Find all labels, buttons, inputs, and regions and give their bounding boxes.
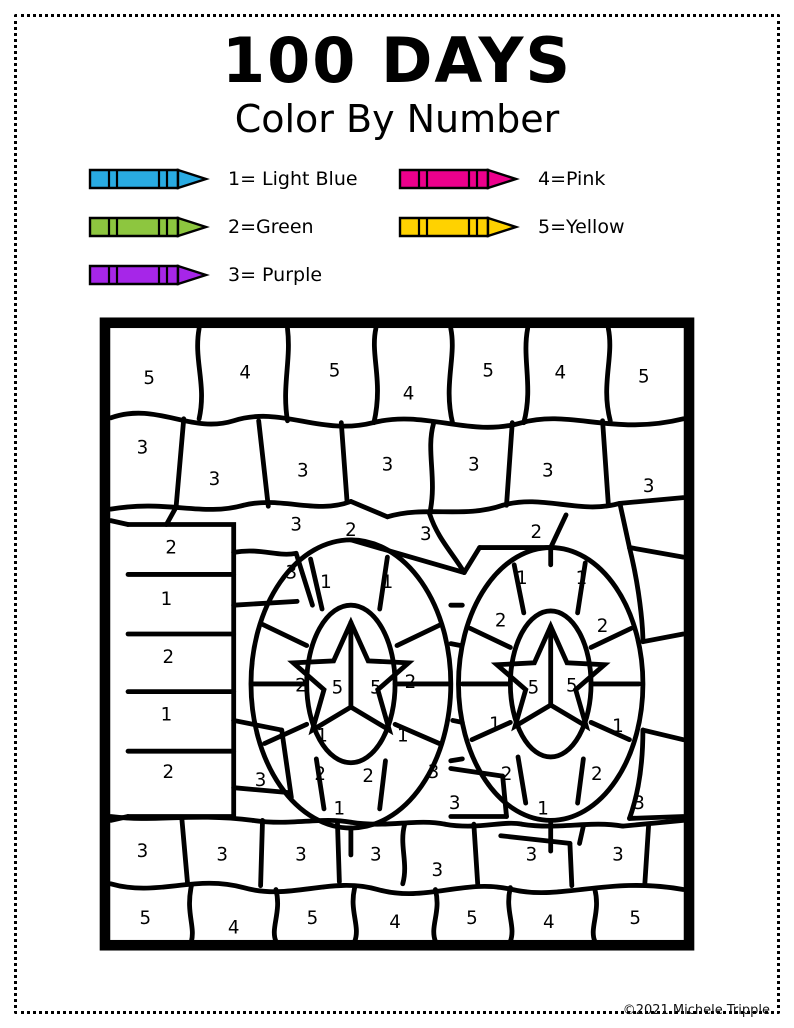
color-key-legend (87, 163, 707, 291)
svg-text:4: 4 (227, 917, 240, 939)
svg-text:3: 3 (297, 460, 309, 482)
svg-text:4: 4 (389, 911, 401, 933)
svg-text:2: 2 (530, 521, 543, 543)
legend-item-1 (87, 163, 397, 195)
svg-text:4: 4 (542, 911, 555, 933)
legend-item-5 (397, 211, 707, 243)
svg-text:5: 5 (638, 366, 650, 388)
svg-text:3: 3 (295, 844, 307, 866)
svg-text:5: 5 (466, 907, 478, 929)
crayon-icon (397, 163, 522, 195)
svg-text:1: 1 (160, 589, 173, 611)
svg-text:2: 2 (494, 610, 507, 632)
svg-text:1: 1 (316, 725, 328, 747)
svg-text:5: 5 (331, 677, 344, 699)
svg-text:2: 2 (596, 615, 609, 637)
svg-text:3: 3 (633, 792, 645, 814)
svg-text:3: 3 (427, 761, 440, 783)
svg-text:2: 2 (295, 675, 307, 697)
svg-text:2: 2 (314, 763, 326, 785)
svg-text:5: 5 (328, 360, 341, 382)
page-title: 100 DAYS (221, 24, 573, 97)
legend-label-4: 4=Pink (538, 167, 606, 190)
puzzle-container (87, 317, 707, 951)
svg-text:5: 5 (143, 368, 155, 390)
color-by-number-puzzle (87, 317, 707, 951)
svg-text:3: 3 (136, 840, 149, 862)
svg-text:3: 3 (612, 844, 624, 866)
svg-text:2: 2 (404, 671, 417, 693)
svg-text:2: 2 (162, 761, 175, 783)
svg-text:1: 1 (160, 704, 173, 726)
svg-text:5: 5 (482, 360, 495, 382)
svg-text:3: 3 (542, 460, 554, 482)
svg-text:4: 4 (239, 362, 252, 384)
svg-text:3: 3 (370, 844, 382, 866)
crayon-icon (87, 163, 212, 195)
svg-text:5: 5 (139, 907, 152, 929)
copyright-notice: ©2021 Michele Tripple (622, 1003, 770, 1018)
svg-text:3: 3 (216, 844, 228, 866)
legend-item-2 (87, 211, 397, 243)
svg-text:1: 1 (381, 571, 394, 593)
svg-text:3: 3 (448, 792, 461, 814)
svg-text:3: 3 (420, 523, 432, 545)
legend-label-3: 3= Purple (228, 263, 323, 286)
svg-text:3: 3 (290, 514, 302, 536)
legend-item-3 (87, 259, 397, 291)
svg-text:5: 5 (629, 907, 642, 929)
svg-text:2: 2 (162, 646, 175, 668)
crayon-icon (87, 259, 212, 291)
svg-text:4: 4 (402, 383, 415, 405)
svg-text:3: 3 (254, 769, 267, 791)
svg-text:3: 3 (136, 437, 149, 459)
svg-text:3: 3 (642, 475, 655, 497)
svg-text:1: 1 (333, 798, 346, 820)
svg-text:2: 2 (362, 765, 374, 787)
crayon-icon (397, 211, 522, 243)
svg-text:1: 1 (489, 713, 501, 735)
crayon-icon (87, 211, 212, 243)
svg-text:1: 1 (516, 567, 528, 589)
svg-text:1: 1 (320, 571, 332, 593)
page-subtitle: Color By Number (234, 97, 560, 142)
legend-item-4 (397, 163, 707, 195)
svg-text:1: 1 (612, 715, 624, 737)
svg-text:3: 3 (525, 844, 538, 866)
svg-text:2: 2 (500, 763, 513, 785)
legend-label-1: 1= Light Blue (228, 167, 358, 190)
svg-text:3: 3 (431, 859, 444, 881)
svg-text:3: 3 (381, 454, 394, 476)
legend-label-2: 2=Green (228, 215, 314, 238)
svg-text:2: 2 (345, 519, 357, 541)
page-content (30, 22, 764, 1006)
svg-text:3: 3 (208, 468, 221, 490)
legend-label-5: 5=Yellow (538, 215, 625, 238)
svg-text:2: 2 (590, 763, 603, 785)
svg-text:5: 5 (566, 675, 578, 697)
svg-text:3: 3 (468, 454, 480, 476)
svg-text:3: 3 (285, 562, 298, 584)
svg-text:5: 5 (527, 677, 540, 699)
svg-text:1: 1 (575, 567, 588, 589)
svg-text:1: 1 (396, 725, 409, 747)
svg-text:5: 5 (306, 907, 319, 929)
svg-text:2: 2 (165, 537, 178, 559)
svg-text:5: 5 (370, 677, 382, 699)
svg-text:1: 1 (537, 798, 549, 820)
svg-text:4: 4 (554, 362, 567, 384)
